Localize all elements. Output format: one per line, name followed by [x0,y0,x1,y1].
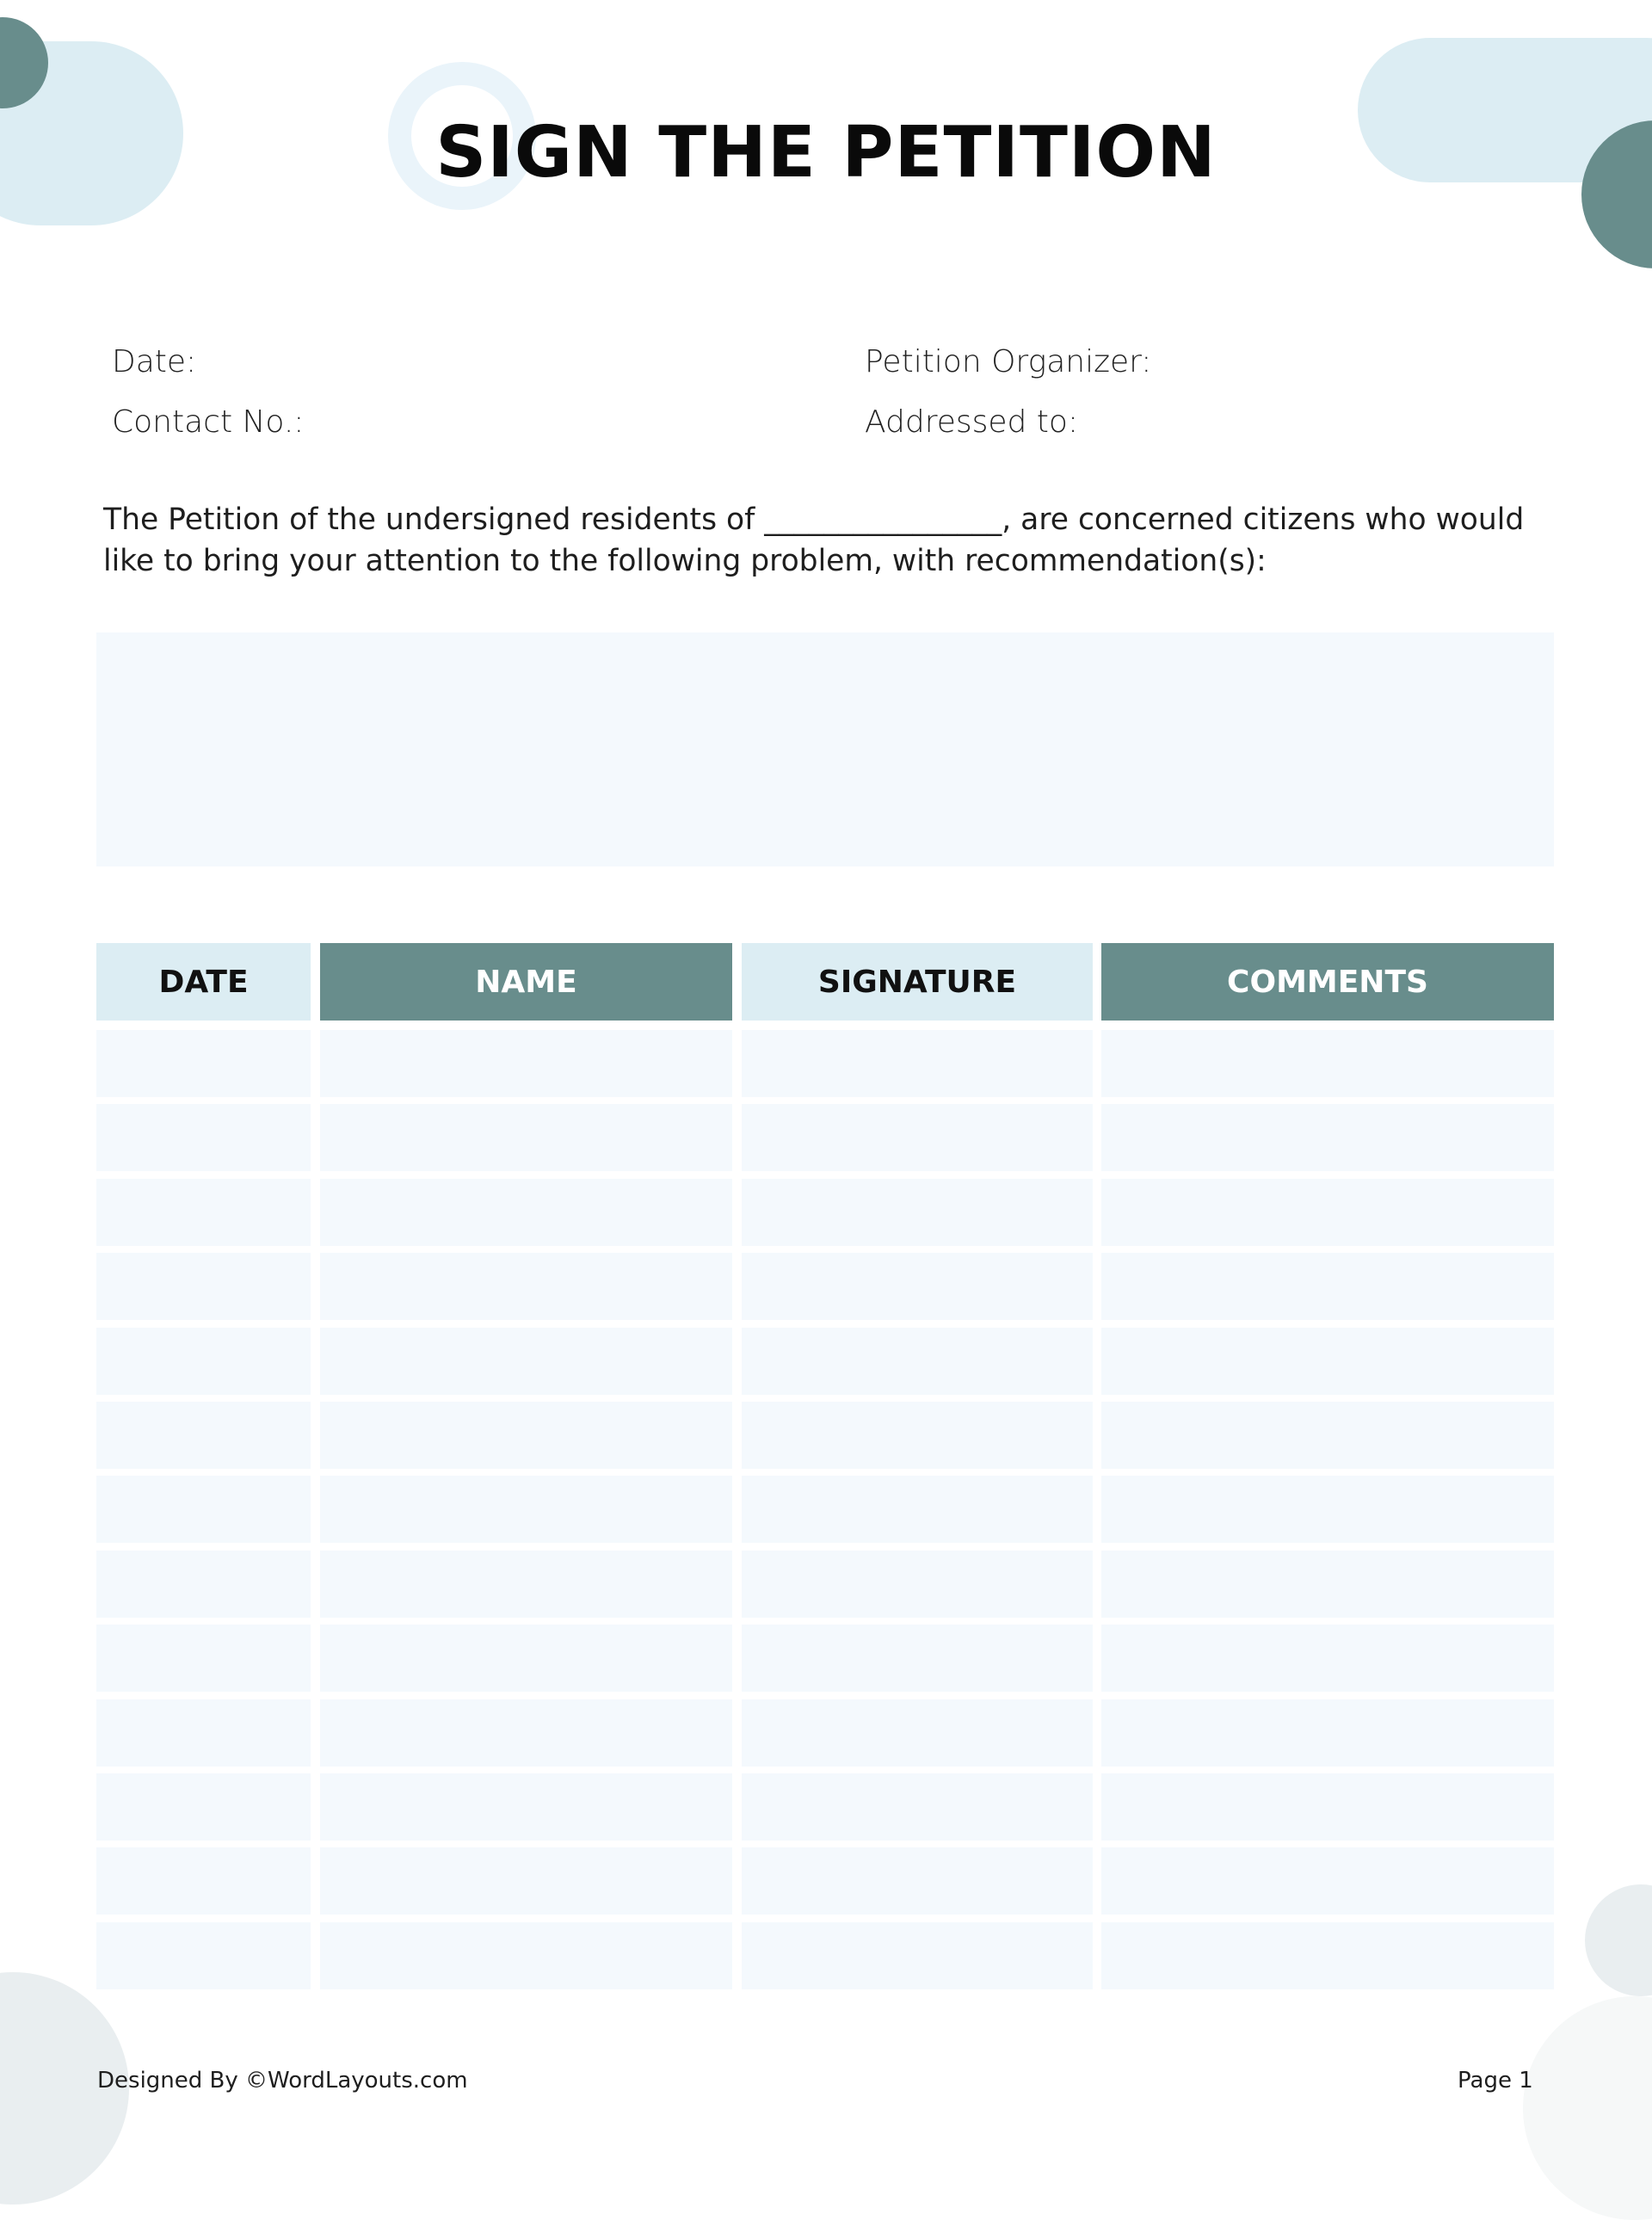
table-cell-date[interactable] [96,1179,311,1246]
organizer-field-label[interactable]: Petition Organizer: [865,344,1152,379]
table-cell-date[interactable] [96,1773,311,1841]
decor-circle-bottom-right [1585,1884,1652,1996]
intro-paragraph: The Petition of the undersigned residents of ________________, are concerned citizens who would like to bring your attention to the following problem, with recommendation(s): [103,503,1525,578]
contact-field-label[interactable]: Contact No.: [112,404,305,440]
table-cell-signature[interactable] [742,1476,1093,1543]
table-cell-name[interactable] [320,1773,732,1841]
table-cell-name[interactable] [320,1104,732,1171]
table-cell-comments[interactable] [1101,1699,1554,1767]
header-date: DATE [96,943,311,1021]
table-cell-comments[interactable] [1101,1625,1554,1692]
table-cell-date[interactable] [96,1253,311,1320]
page-title: SIGN THE PETITION [435,112,1217,194]
table-cell-name[interactable] [320,1551,732,1618]
table-cell-name[interactable] [320,1699,732,1767]
table-cell-comments[interactable] [1101,1551,1554,1618]
problem-text-area[interactable] [96,632,1554,866]
table-cell-date[interactable] [96,1922,311,1989]
table-cell-date[interactable] [96,1030,311,1097]
table-cell-date[interactable] [96,1625,311,1692]
table-cell-date[interactable] [96,1551,311,1618]
table-cell-date[interactable] [96,1699,311,1767]
table-cell-comments[interactable] [1101,1104,1554,1171]
table-cell-name[interactable] [320,1030,732,1097]
date-field-label[interactable]: Date: [112,344,197,379]
table-cell-signature[interactable] [742,1402,1093,1469]
table-cell-signature[interactable] [742,1104,1093,1171]
table-cell-date[interactable] [96,1328,311,1395]
table-cell-comments[interactable] [1101,1476,1554,1543]
table-cell-date[interactable] [96,1847,311,1915]
addressed-field-label[interactable]: Addressed to: [865,404,1079,440]
table-cell-comments[interactable] [1101,1922,1554,1989]
table-cell-signature[interactable] [742,1551,1093,1618]
table-cell-name[interactable] [320,1625,732,1692]
table-cell-comments[interactable] [1101,1328,1554,1395]
header-signature: SIGNATURE [742,943,1093,1021]
table-cell-signature[interactable] [742,1773,1093,1841]
table-cell-comments[interactable] [1101,1253,1554,1320]
header-name: NAME [320,943,732,1021]
table-cell-name[interactable] [320,1402,732,1469]
table-cell-name[interactable] [320,1476,732,1543]
table-cell-signature[interactable] [742,1699,1093,1767]
table-cell-comments[interactable] [1101,1030,1554,1097]
table-cell-name[interactable] [320,1847,732,1915]
table-cell-signature[interactable] [742,1328,1093,1395]
table-cell-name[interactable] [320,1179,732,1246]
page-number: Page 1 [1458,2068,1533,2094]
table-cell-date[interactable] [96,1402,311,1469]
decor-circle-bottom-right-faint [1523,1996,1652,2220]
footer-credit: Designed By ©WordLayouts.com [97,2068,468,2094]
table-cell-name[interactable] [320,1253,732,1320]
table-cell-signature[interactable] [742,1625,1093,1692]
header-comments: COMMENTS [1101,943,1554,1021]
table-cell-comments[interactable] [1101,1179,1554,1246]
table-cell-date[interactable] [96,1104,311,1171]
table-cell-name[interactable] [320,1328,732,1395]
table-cell-comments[interactable] [1101,1402,1554,1469]
table-cell-signature[interactable] [742,1847,1093,1915]
table-cell-signature[interactable] [742,1253,1093,1320]
table-cell-comments[interactable] [1101,1773,1554,1841]
table-cell-name[interactable] [320,1922,732,1989]
table-cell-signature[interactable] [742,1030,1093,1097]
table-cell-comments[interactable] [1101,1847,1554,1915]
table-cell-signature[interactable] [742,1179,1093,1246]
table-cell-date[interactable] [96,1476,311,1543]
table-cell-signature[interactable] [742,1922,1093,1989]
